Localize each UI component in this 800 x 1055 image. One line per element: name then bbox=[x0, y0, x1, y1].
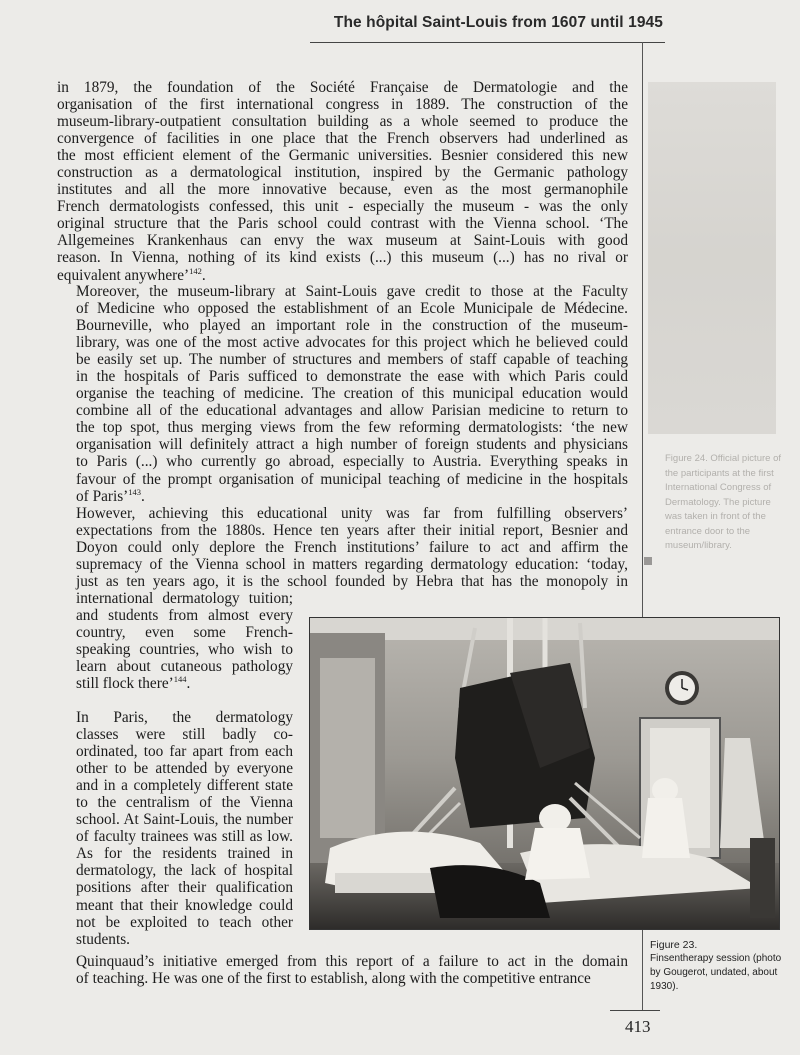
text-line: speaking countries, who wish to bbox=[76, 641, 293, 659]
text-line: be easily set up. The number of structures and members of staff capable of teaching bbox=[76, 351, 628, 369]
text-line: combine all of the educational advantages and allow Parisian medicine to return to bbox=[76, 402, 628, 420]
text-line: supremacy of the Vienna school in matters regarding dermatology education: ‘today, bbox=[76, 556, 628, 574]
text-line: library, was one of the most active advocates for this project which he believed could bbox=[76, 334, 628, 352]
text-line: convergence of facilities in one place that the French observers had underlined as bbox=[57, 130, 628, 148]
footnote-reference: 143 bbox=[128, 486, 142, 497]
text-line: meant that their knowledge could bbox=[76, 896, 293, 914]
text-line: to Paris (...) who currently go abroad, especially to Austria. Everything speaks in bbox=[76, 453, 628, 471]
text-line: reason. In Vienna, nothing of its kind exists (...) this museum (...) has no rival or bbox=[57, 249, 628, 267]
text-line: construction as a dermatological institution, inspired by the Germanic pathology bbox=[57, 164, 628, 182]
text-line: dermatology, the lack of hospital bbox=[76, 862, 293, 880]
text-line: and in a completely different state bbox=[76, 777, 293, 795]
figure-caption bbox=[650, 938, 790, 994]
text-line: just as ten years ago, it is the school founded by Hebra that has the monopoly in bbox=[76, 573, 628, 591]
finsentherapy-photo bbox=[309, 617, 780, 930]
text-line: other to be attended by everyone bbox=[76, 760, 293, 778]
text-line: of faculty trainees was still as low. bbox=[76, 828, 293, 846]
text-line: However, achieving this educational unity was far from fulfilling observers’ bbox=[76, 505, 628, 522]
text-line: In Paris, the dermatology bbox=[76, 709, 293, 726]
bleed-through-mark bbox=[644, 557, 652, 565]
text-line: organise the teaching of medicine. The creation of this municipal education would bbox=[76, 385, 628, 403]
text-line: expectations from the 1880s. Hence ten years after their initial report, Besnier and bbox=[76, 522, 628, 540]
text-line: positions after their qualification bbox=[76, 879, 293, 897]
body-paragraph-1 bbox=[57, 79, 628, 284]
footnote-reference: 142 bbox=[189, 265, 202, 276]
text-line: Bourneville, who played an important role in the construction of the museum- bbox=[76, 317, 628, 335]
text-line: students. bbox=[76, 930, 130, 948]
text-line: Moreover, the museum-library at Saint-Louis gave credit to those at the Faculty bbox=[76, 283, 628, 300]
text-line: the most efficient element of the Germanic universities. Besnier considered this new bbox=[57, 147, 628, 165]
footer-rule bbox=[610, 1010, 660, 1011]
text-line: of Medicine who opposed the establishment of an Ecole Municipale de Médecine. bbox=[76, 300, 628, 318]
text-line: organisation will definitely attract a high number of foreign students and physicians bbox=[76, 436, 628, 454]
text-line: and students from almost every bbox=[76, 607, 293, 625]
text-line: ordinated, too far apart from each bbox=[76, 743, 293, 761]
text-line: learn about cutaneous pathology bbox=[76, 658, 293, 676]
text-line: country, even some French- bbox=[76, 624, 293, 642]
text-line: international dermatology tuition; bbox=[76, 590, 293, 608]
text-line: school. At Saint-Louis, the number bbox=[76, 811, 293, 829]
body-paragraph-5 bbox=[57, 953, 628, 987]
text-line: equivalent anywhere’$^{142}$. bbox=[57, 265, 206, 284]
text-line: As for the residents trained in bbox=[76, 845, 293, 863]
page-number: 413 bbox=[625, 1017, 651, 1036]
text-line: not be exploited to teach other bbox=[76, 913, 293, 931]
text-line: in 1879, the foundation of the Société Française de Dermatologie and the bbox=[57, 79, 628, 96]
text-line: museum-library-outpatient consultation building as a whole seemed to produce the bbox=[57, 113, 628, 131]
figure-label: Figure 23. bbox=[650, 939, 698, 951]
header-rule bbox=[310, 42, 665, 43]
text-line: still flock there’$^{144}$. bbox=[76, 674, 191, 693]
text-line: original structure that the Paris school could contrast with the Vienna school. ‘The bbox=[57, 215, 628, 233]
text-line: Quinquaud’s initiative emerged from this report of a failure to act in the domain bbox=[76, 953, 628, 970]
text-line: Allgemeines Krankenhaus can envy the wax museum at Saint-Louis with good bbox=[57, 232, 628, 250]
running-header: The hôpital Saint-Louis from 1607 until 1945 bbox=[333, 14, 663, 31]
text-line: favour of the prompt organisation of municipal teaching of medicine in the hospitals bbox=[76, 470, 628, 488]
text-line: classes were still badly co- bbox=[76, 726, 293, 744]
text-line: of teaching. He was one of the first to establish, along with the competitive entrance bbox=[76, 970, 591, 988]
text-line: Doyon could only deplore the French institutions’ failure to act and affirm the bbox=[76, 539, 628, 557]
bleed-through-photo bbox=[648, 82, 776, 434]
text-line: of Paris’$^{143}$. bbox=[76, 486, 145, 505]
figure-caption-text: Finsentherapy session (photo by Gougerot, undated, about 1930). bbox=[650, 953, 782, 992]
text-line: institutes and all the more innovative because, even as the most germanophile bbox=[57, 181, 628, 199]
footnote-reference: 144 bbox=[173, 674, 187, 685]
bleed-through-caption: Figure 24. Official picture of the participants at the first International Congress of Dermatology. The picture was taken in front of the entrance door to the museum/library. bbox=[665, 453, 781, 551]
body-paragraph-4 bbox=[57, 709, 293, 948]
text-line: in the hospitals of Paris sufficed to demonstrate the ease with which Paris could bbox=[76, 368, 628, 386]
text-line: organisation of the first international congress in 1889. The construction of the bbox=[57, 96, 628, 114]
body-paragraph-2 bbox=[57, 283, 628, 505]
text-line: the top spot, thus merging views from the few reforming dermatologists: ‘the new bbox=[76, 419, 628, 437]
text-line: to the centralism of the Vienna bbox=[76, 794, 293, 812]
text-line: French dermatologists confessed, this unit - especially the museum - was the only bbox=[57, 198, 628, 216]
